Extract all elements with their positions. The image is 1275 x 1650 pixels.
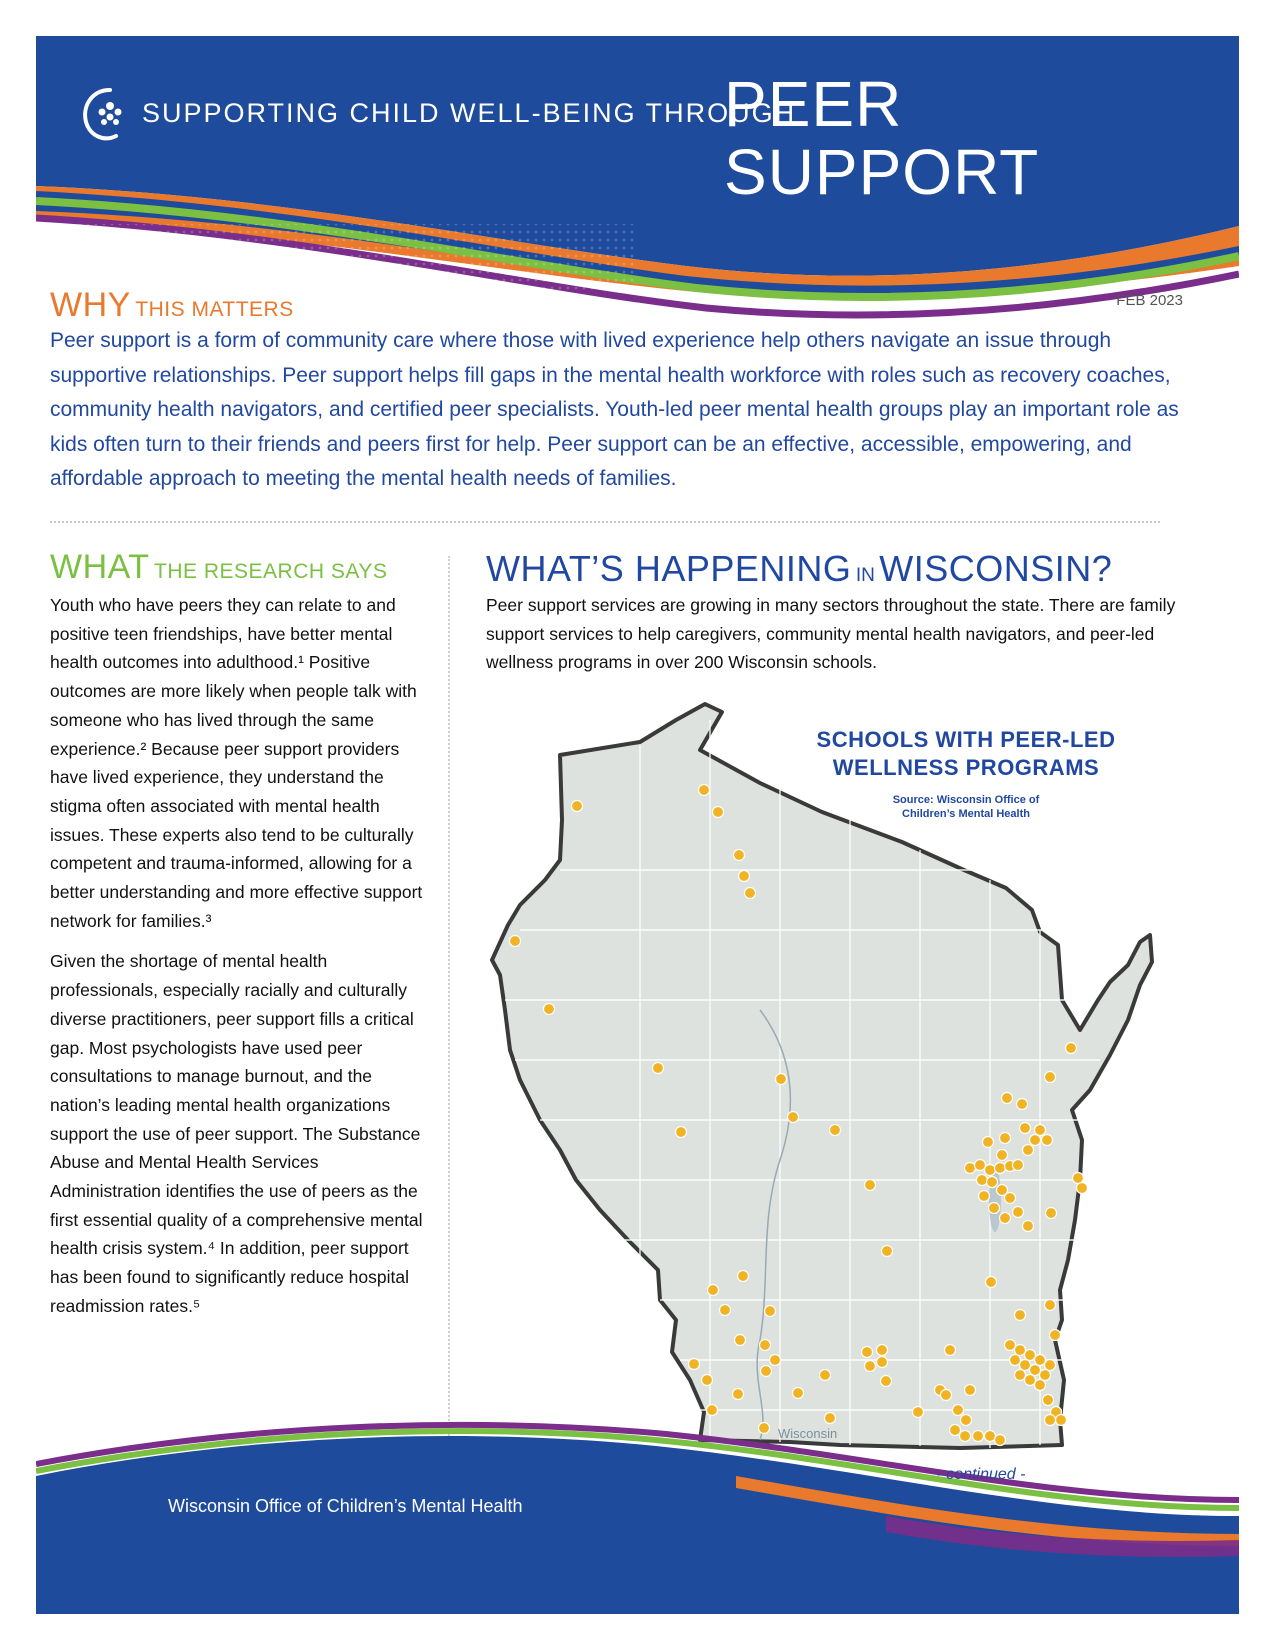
header-kicker: SUPPORTING CHILD WELL-BEING THROUGH: [142, 98, 797, 128]
school-location-dot: [1035, 1125, 1046, 1136]
school-location-dot: [720, 1305, 731, 1316]
school-location-dot: [735, 1335, 746, 1346]
school-location-dot: [987, 1177, 998, 1188]
school-location-dot: [1046, 1208, 1057, 1219]
school-location-dot: [986, 1277, 997, 1288]
school-location-dot: [761, 1366, 772, 1377]
school-location-dot: [708, 1285, 719, 1296]
school-location-dot: [1066, 1043, 1077, 1054]
school-location-dot: [979, 1191, 990, 1202]
wisconsin-heading-part2: IN: [855, 565, 875, 586]
school-location-dot: [820, 1370, 831, 1381]
school-location-dot: [965, 1163, 976, 1174]
school-location-dot: [760, 1340, 771, 1351]
school-location-dot: [1013, 1160, 1024, 1171]
school-location-dot: [975, 1160, 986, 1171]
school-location-dot: [1020, 1123, 1031, 1134]
page: [36, 36, 1239, 1614]
school-location-dot: [882, 1246, 893, 1257]
issue-date: FEB 2023: [1116, 292, 1183, 309]
school-location-dot: [877, 1345, 888, 1356]
map-source-line1: Source: Wisconsin Office of: [892, 794, 1040, 806]
school-location-dot: [544, 1004, 555, 1015]
school-location-dot: [983, 1137, 994, 1148]
school-location-dot: [1023, 1145, 1034, 1156]
map-title-line2: WELLNESS PROGRAMS: [832, 755, 1100, 780]
school-location-dot: [945, 1345, 956, 1356]
school-location-dot: [776, 1074, 787, 1085]
school-location-dot: [572, 801, 583, 812]
school-location-dot: [713, 807, 724, 818]
school-location-dot: [1010, 1355, 1021, 1366]
school-location-dot: [699, 785, 710, 796]
header-title: [724, 70, 1144, 206]
school-location-dot: [985, 1165, 996, 1176]
school-location-dot: [1015, 1310, 1026, 1321]
wisconsin-body: Peer support services are growing in many sectors throughout the state. There are family support services to help caregivers, community mental health navigators, and peer-led wellness programs in over 200 Wisconsin schools.: [486, 595, 1176, 673]
school-location-dot: [1002, 1093, 1013, 1104]
school-location-dot: [1073, 1173, 1084, 1184]
school-location-dot: [1042, 1135, 1053, 1146]
school-location-dot: [830, 1125, 841, 1136]
school-location-dot: [1050, 1330, 1061, 1341]
map-state-label: Wisconsin: [778, 1426, 838, 1441]
school-location-dot: [739, 871, 750, 882]
map-source-line2: Children’s Mental Health: [902, 808, 1030, 820]
column-divider: [448, 556, 450, 1436]
school-location-dot: [1045, 1300, 1056, 1311]
footer-org-name: Wisconsin Office of Children’s Mental Health: [168, 1496, 523, 1516]
school-location-dot: [765, 1306, 776, 1317]
school-location-dot: [1000, 1133, 1011, 1144]
school-location-dot: [881, 1376, 892, 1387]
school-location-dot: [788, 1112, 799, 1123]
school-location-dot: [1020, 1360, 1031, 1371]
research-heading-small: THE RESEARCH SAYS: [154, 560, 388, 583]
school-location-dot: [865, 1180, 876, 1191]
school-location-dot: [995, 1163, 1006, 1174]
school-location-dot: [862, 1347, 873, 1358]
school-location-dot: [734, 850, 745, 861]
header-title-line1: PEER: [724, 68, 903, 140]
school-location-dot: [1025, 1375, 1036, 1386]
school-location-dot: [1005, 1193, 1016, 1204]
school-location-dot: [941, 1390, 952, 1401]
school-location-dot: [1077, 1183, 1088, 1194]
why-heading-big: WHY: [50, 286, 131, 324]
school-location-dot: [1030, 1135, 1041, 1146]
school-location-dot: [989, 1203, 1000, 1214]
research-heading-big: WHAT: [50, 548, 150, 586]
school-location-dot: [689, 1359, 700, 1370]
ocmh-logo-icon: [80, 84, 130, 144]
school-location-dot: [510, 936, 521, 947]
research-paragraph-1: Youth who have peers they can relate to and positive teen friendships, have better mental health outcomes into adulthood.¹ Positive outcomes are more likely when people talk with someone who has lived through the same experience.² Because peer support providers have lived experience, they understand the stigma often associated with mental health issues. These experts also tend to be culturally competent and trauma-informed, allowing for a better understanding and more effective support network for families.³: [50, 595, 423, 931]
school-location-dot: [1030, 1365, 1041, 1376]
school-location-dot: [676, 1127, 687, 1138]
header-title-line2: SUPPORT: [724, 136, 1040, 208]
research-body: [50, 591, 430, 1333]
why-body: Peer support is a form of community care where those with lived experience help others navigate an issue through supportive relationships. Peer support helps fill gaps in the mental health workforce with roles such as recovery coaches, community health navigators, and certified peer specialists. Youth-led peer mental health groups play an important role as kids often turn to their friends and peers first for help. Peer support can be an effective, accessible, empowering, and affordable approach to meeting the mental health needs of families.: [50, 329, 1179, 490]
school-location-dot: [1035, 1380, 1046, 1391]
school-location-dot: [733, 1389, 744, 1400]
school-location-dot: [1015, 1345, 1026, 1356]
school-location-dot: [770, 1355, 781, 1366]
school-location-dot: [997, 1150, 1008, 1161]
section-divider: [50, 521, 1160, 523]
school-location-dot: [793, 1388, 804, 1399]
school-location-dot: [1045, 1072, 1056, 1083]
school-location-dot: [1043, 1395, 1054, 1406]
school-location-dot: [1045, 1360, 1056, 1371]
school-location-dot: [977, 1175, 988, 1186]
wisconsin-heading-part3: WISCONSIN?: [879, 548, 1113, 589]
research-heading: [50, 548, 387, 587]
school-location-dot: [1025, 1350, 1036, 1361]
school-location-dot: [1005, 1340, 1016, 1351]
school-location-dot: [1017, 1099, 1028, 1110]
school-location-dot: [1000, 1213, 1011, 1224]
school-location-dot: [707, 1405, 718, 1416]
school-location-dot: [1023, 1221, 1034, 1232]
school-location-dot: [1013, 1207, 1024, 1218]
why-heading: [50, 286, 294, 325]
map-title: [766, 726, 1166, 782]
continued-label: - continued -: [936, 1466, 1026, 1483]
map-source: [816, 793, 1116, 821]
school-location-dot: [1035, 1355, 1046, 1366]
school-location-dot: [745, 888, 756, 899]
school-location-dot: [965, 1385, 976, 1396]
school-location-dot: [738, 1271, 749, 1282]
research-paragraph-2: Given the shortage of mental health professionals, especially racially and culturally diverse practitioners, peer support fills a critical gap. Most psychologists have used peer consultations to manage burnout, and the nation’s leading mental health organizations support the use of peer support. The Substance Abuse and Mental Health Services Administration identifies the use of peers as the first essential quality of a comprehensive mental health crisis system.⁴ In addition, peer support has been found to significantly reduce hospital readmission rates.⁵: [50, 951, 423, 1316]
map-title-line1: SCHOOLS WITH PEER-LED: [816, 727, 1116, 752]
wisconsin-heading-part1: WHAT’S HAPPENING: [486, 548, 852, 589]
wisconsin-heading: [486, 548, 1112, 590]
why-heading-small: THIS MATTERS: [135, 298, 294, 321]
school-location-dot: [702, 1375, 713, 1386]
school-location-dot: [653, 1063, 664, 1074]
school-location-dot: [865, 1361, 876, 1372]
school-location-dot: [1015, 1370, 1026, 1381]
school-location-dot: [953, 1405, 964, 1416]
school-location-dot: [877, 1357, 888, 1368]
school-location-dot: [1040, 1370, 1051, 1381]
